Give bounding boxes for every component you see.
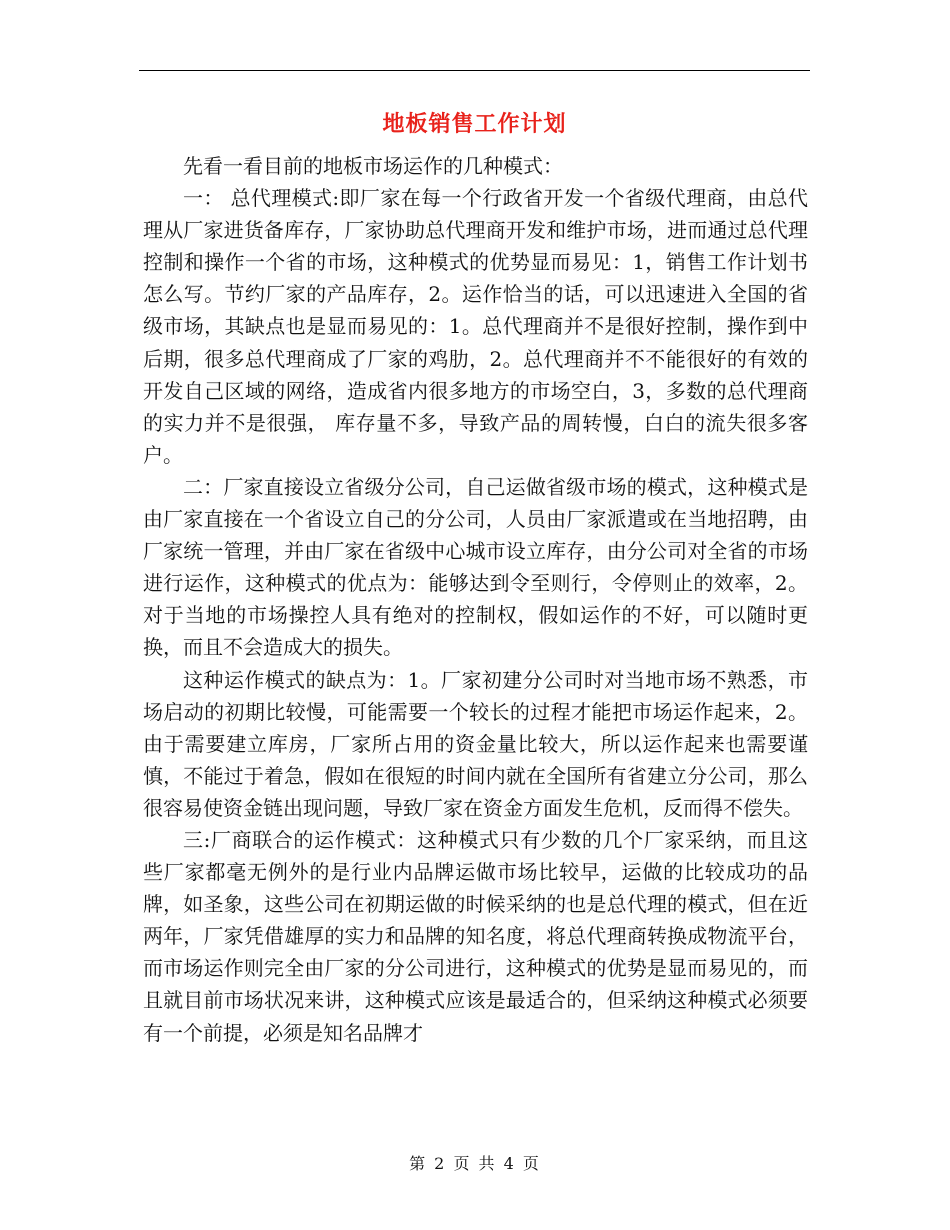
paragraph-mode-one: 一： 总代理模式:即厂家在每一个行政省开发一个省级代理商，由总代理从厂家进货备库存，厂家协助总代理商开发和维护市场，进而通过总代理控制和操作一个省的市场，这种模式的优势显而易见：1，销售工作计划书怎么写。节约厂家的产品库存，2。运作恰当的话，可以迅速进入全国的省级市场，其缺点也是显而易见的：1。总代理商并不是很好控制，操作到中后期，很多总代理商成了厂家的鸡肋，2。总代理商并不不能很好的有效的开发自己区域的网络，造成省内很多地方的市场空白，3，多数的总代理商的实力并不是很强， 库存量不多，导致产品的周转慢，白白的流失很多客户。	[143, 186, 808, 467]
header-rule	[139, 70, 810, 71]
paragraph-mode-three: 三:厂商联合的运作模式：这种模式只有少数的几个厂家采纳，而且这些厂家都毫无例外的是行业内品牌运做市场比较早，运做的比较成功的品牌，如圣象，这些公司在初期运做的时候采纳的也是总代理的模式，但在近两年，厂家凭借雄厚的实力和品牌的知名度，将总代理商转换成物流平台，而市场运作则完全由厂家的分公司进行，这种模式的优势是显而易见的，而且就目前市场状况来讲，这种模式应该是最适合的，但采纳这种模式必须要有一个前提，必须是知名品牌才	[143, 827, 808, 1045]
document-title: 地板销售工作计划	[382, 111, 567, 137]
document-body	[143, 150, 808, 1049]
page-number-footer: 第 2 页 共 4 页	[409, 1154, 541, 1173]
paragraph-mode-two: 二：厂家直接设立省级分公司，自己运做省级市场的模式，这种模式是由厂家直接在一个省设立自己的分公司，人员由厂家派遣或在当地招聘，由厂家统一管理，并由厂家在省级中心城市设立库存，由分公司对全省的市场进行运作，这种模式的优点为：能够达到令至则行，令停则止的效率，2。对于当地的市场操控人具有绝对的控制权，假如运作的不好，可以随时更换，而且不会造成大的损失。	[143, 474, 808, 660]
paragraph-mode-two-drawbacks: 这种运作模式的缺点为：1。厂家初建分公司时对当地市场不熟悉，市场启动的初期比较慢，可能需要一个较长的过程才能把市场运作起来，2。由于需要建立库房，厂家所占用的资金量比较大，所以运作起来也需要谨慎，不能过于着急，假如在很短的时间内就在全国所有省建立分公司，那么很容易使资金链出现问题，导致厂家在资金方面发生危机，反而得不偿失。	[143, 667, 808, 820]
paragraph-intro: 先看一看目前的地板市场运作的几种模式：	[183, 154, 563, 178]
